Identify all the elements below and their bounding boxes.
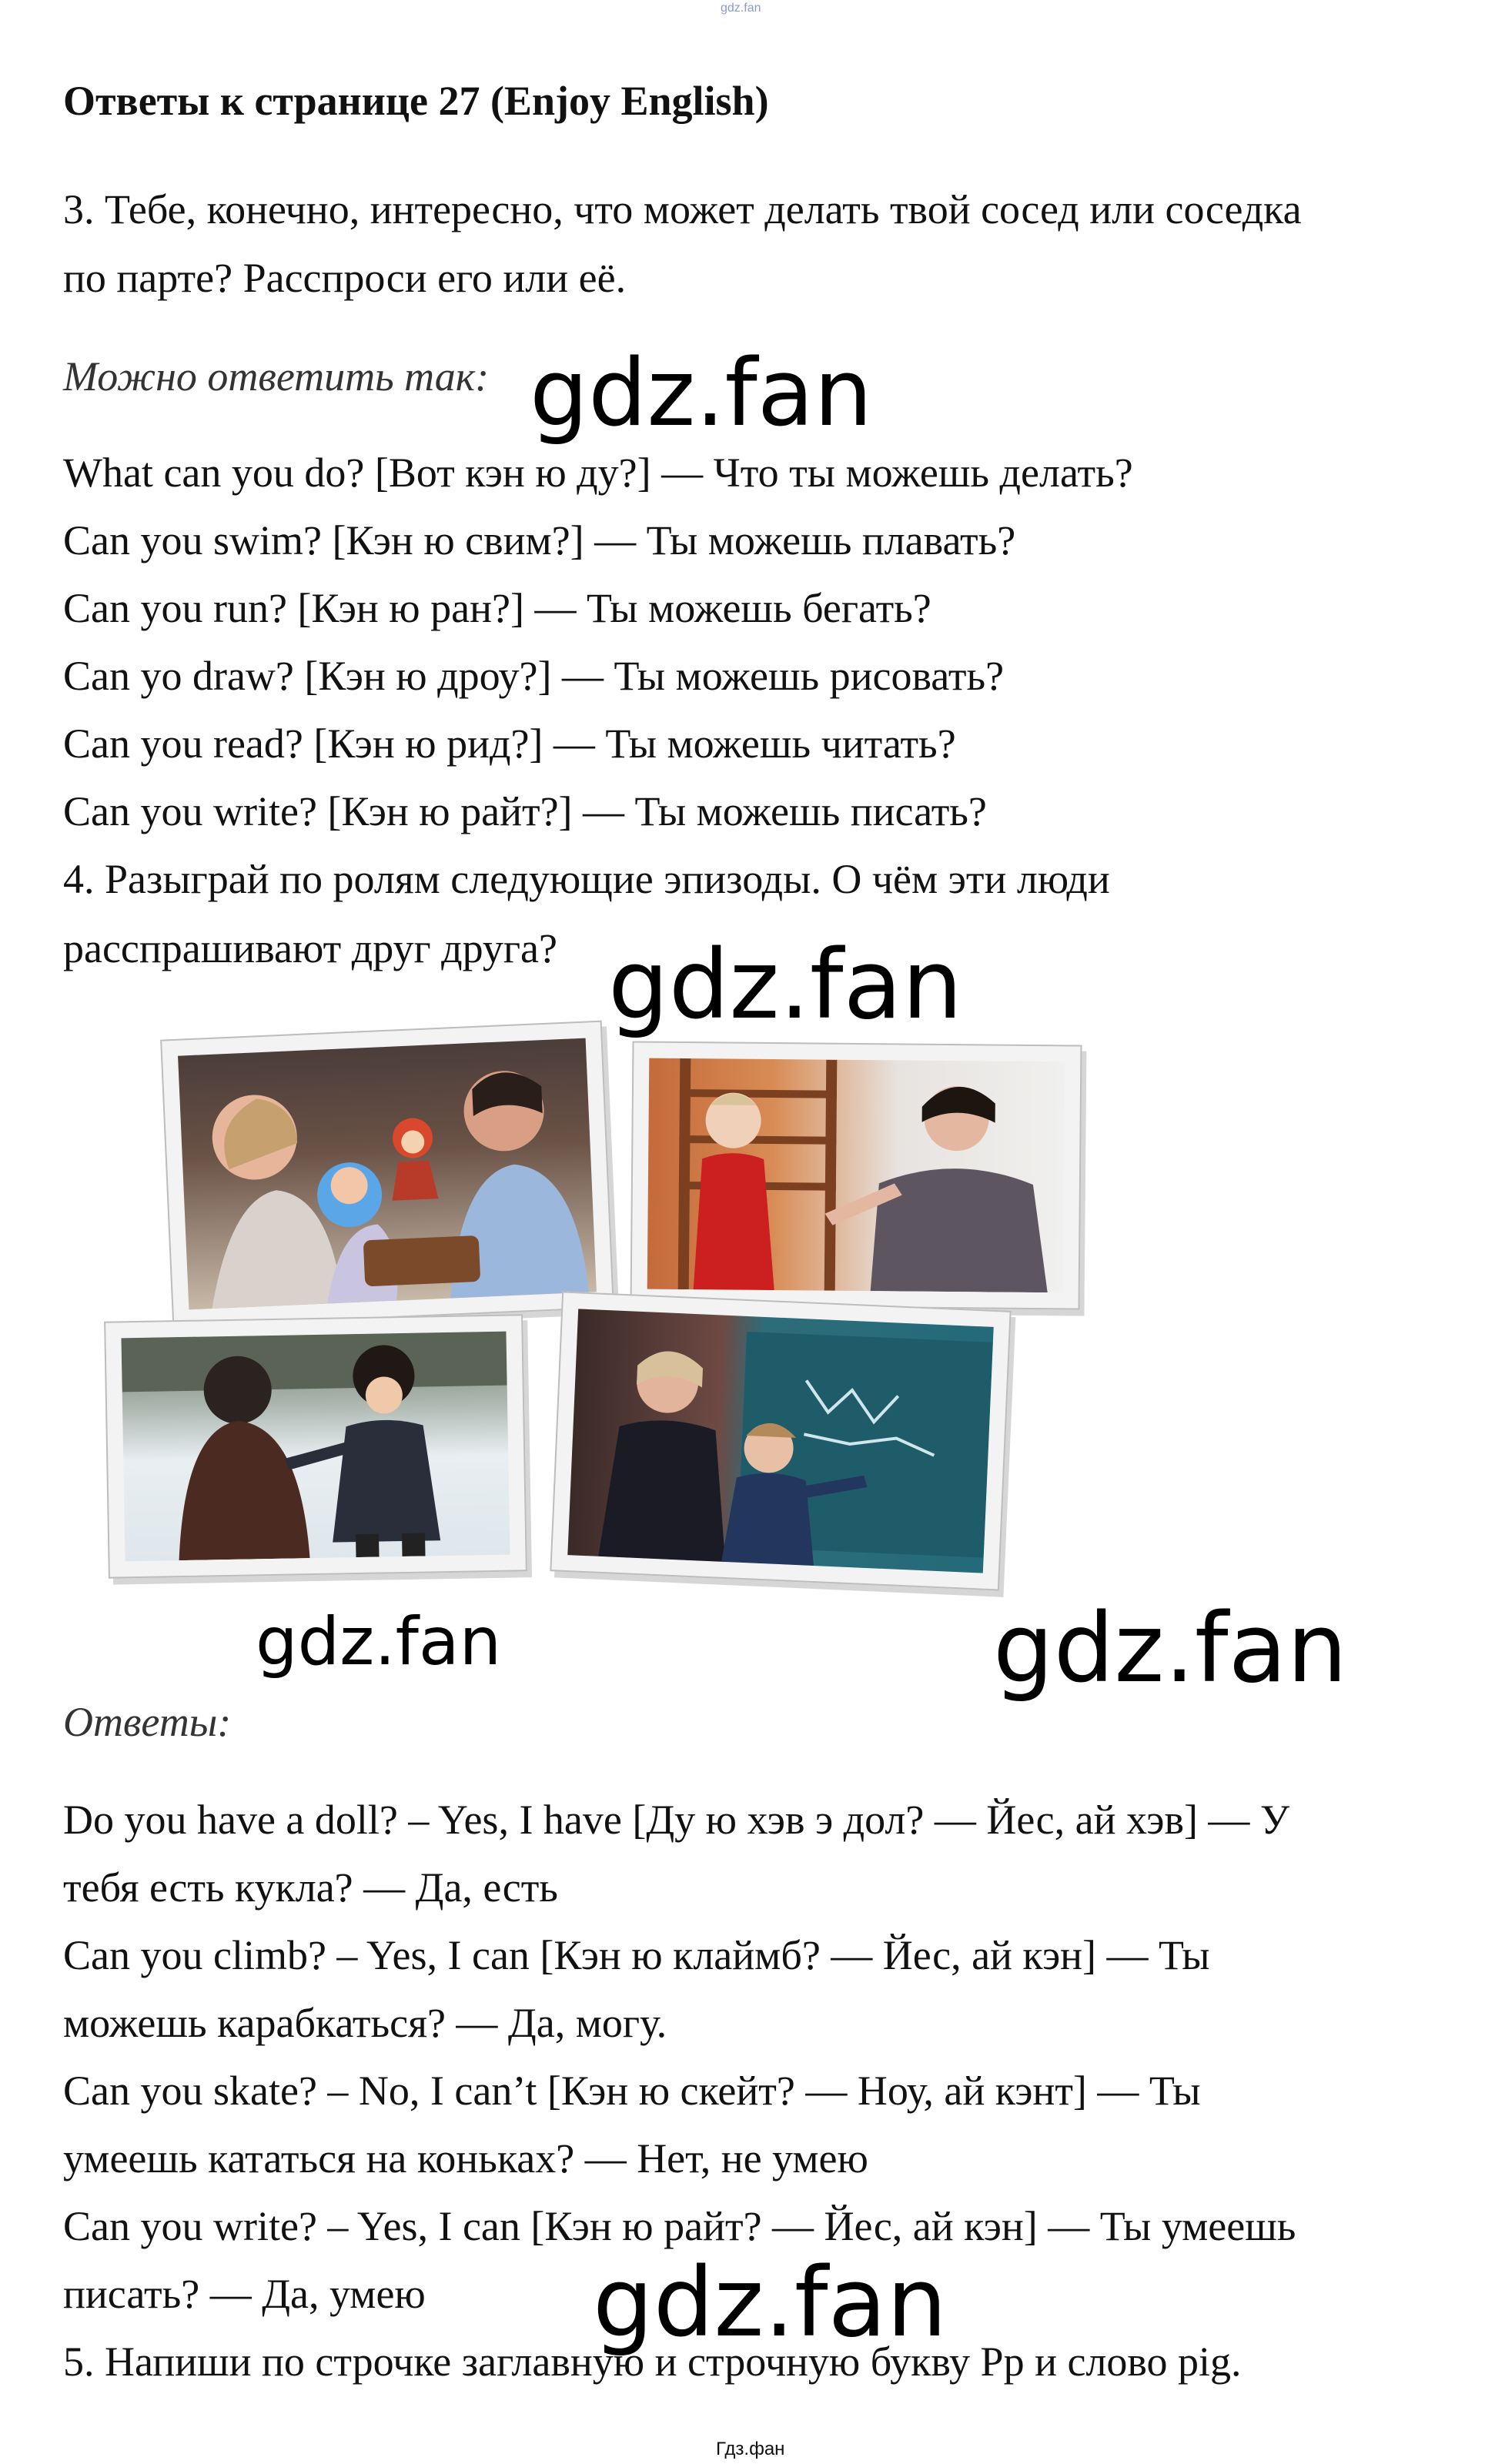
task3-answer-2: Can you swim? [Кэн ю свим?] — Ты можешь плавать? [63, 517, 1016, 563]
task4-answer-3a: Can you skate? – No, I can’t [Кэн ю скейт? — Ноу, ай кэнт] — Ты [63, 2068, 1201, 2114]
task5-question: 5. Напиши по строчке заглавную и строчную букву Pp и слово pig. [63, 2339, 1242, 2385]
photo-doll [160, 1021, 614, 1328]
task3-answer-1: What can you do? [Вот кэн ю ду?] — Что ты можешь делать? [63, 450, 1133, 496]
task3-answer-5: Can you read? [Кэн ю рид?] — Ты можешь читать? [63, 720, 956, 767]
task3-answer-3: Can you run? [Кэн ю ран?] — Ты можешь бегать? [63, 585, 931, 631]
task4-question-line2: расспрашивают друг друга? [63, 925, 557, 971]
task4-answer-3b: умеешь кататься на коньках? — Нет, не умею [63, 2135, 868, 2181]
watermark: gdz.fan [256, 1603, 502, 1680]
footer-site-name: Гдз.фан [716, 2439, 785, 2459]
task4-answer-4b: писать? — Да, умею [63, 2271, 426, 2317]
photo-skate [104, 1314, 527, 1578]
task3-answer-label: Можно ответить так: [63, 353, 490, 400]
watermark: gdz.fan [608, 930, 963, 1041]
task3-question-line1: 3. Тебе, конечно, интересно, что может делать твой сосед или соседка [63, 186, 1302, 232]
task4-answer-2a: Can you climb? – Yes, I can [Кэн ю клаймб? — Йес, ай кэн] — Ты [63, 1932, 1210, 1978]
task4-question-line1: 4. Разыграй по ролям следующие эпизоды. О чём эти люди [63, 856, 1110, 902]
task3-question-line2: по парте? Расспроси его или её. [63, 255, 627, 301]
task4-answer-label: Ответы: [63, 1699, 232, 1745]
task4-answer-1a: Do you have a doll? – Yes, I have [Ду ю хэв э дол? — Йес, ай хэв] — У [63, 1797, 1290, 1843]
photo-write [550, 1291, 1011, 1590]
watermark: gdz.fan [993, 1593, 1348, 1704]
task4-answer-1b: тебя есть кукла? — Да, есть [63, 1864, 558, 1911]
task3-answer-6: Can you write? [Кэн ю райт?] — Ты можешь писать? [63, 788, 987, 834]
watermark: gdz.fan [593, 2248, 948, 2359]
top-watermark: gdz.fan [721, 2, 761, 15]
watermark: gdz.fan [530, 340, 873, 447]
task3-answer-4: Can yo draw? [Кэн ю дроу?] — Ты можешь рисовать? [63, 653, 1005, 699]
task4-answer-4a: Can you write? – Yes, I can [Кэн ю райт? — Йес, ай кэн] — Ты умеешь [63, 2203, 1296, 2249]
photo-climb [630, 1041, 1082, 1309]
page-title: Ответы к странице 27 (Enjoy English) [63, 78, 769, 124]
task4-answer-2b: можешь карабкаться? — Да, могу. [63, 2000, 667, 2046]
